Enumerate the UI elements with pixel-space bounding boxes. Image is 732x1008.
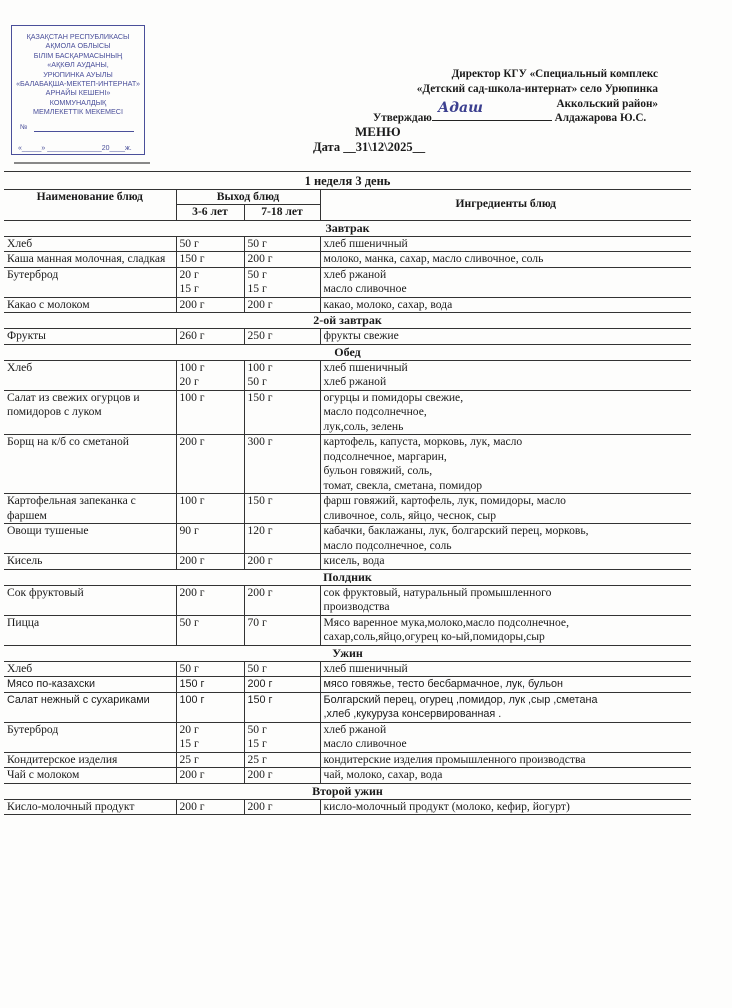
ingredients-cell [320, 799, 691, 815]
table-row [4, 692, 691, 722]
ingredients-line: сахар,соль,яйцо,огурец ко-ый,помидоры,сыр [323, 630, 545, 643]
table-row [4, 722, 691, 752]
header-ingredients: Ингредиенты блюд [320, 189, 691, 220]
yield-3-6-cell [176, 494, 244, 524]
yield-3-6-line: 15 г [179, 282, 199, 295]
yield-7-18-line: 200 г [247, 554, 273, 567]
ingredients-cell [320, 494, 691, 524]
menu-table [4, 171, 691, 815]
yield-3-6-line: 90 г [179, 524, 199, 537]
header-dish: Наименование блюд [4, 189, 176, 220]
ingredients-line: сливочное, соль, яйцо, чеснок, сыр [323, 508, 497, 522]
stamp-line: «БАЛАБАҚША-МЕКТЕП-ИНТЕРНАТ» [16, 79, 140, 89]
dish-name: Кисель [4, 554, 176, 570]
dish-name: Хлеб [4, 360, 176, 390]
ingredients-line: кондитерские изделия промышленного производства [323, 752, 586, 766]
ingredients-line: бульон говяжий, соль, [323, 464, 433, 477]
yield-7-18-line: 70 г [247, 615, 267, 629]
ingredients-line: масло подсолнечное, соль [323, 538, 452, 552]
table-row [4, 360, 691, 390]
ingredients-cell [320, 329, 691, 345]
yield-3-6-cell [176, 267, 244, 297]
date-label: Дата [313, 140, 341, 154]
ingredients-line: фрукты свежие [323, 329, 399, 342]
yield-3-6-line: 100 г [179, 390, 205, 404]
yield-3-6-cell [176, 435, 244, 494]
yield-3-6-cell [176, 252, 244, 268]
dish-name: Какао с молоком [4, 297, 176, 313]
ingredients-line: кабачки, баклажаны, лук, болгарский перец, морковь, [323, 524, 589, 537]
dish-name: Кондитерское изделия [4, 752, 176, 768]
yield-7-18-line: 200 г [247, 768, 273, 781]
ingredients-cell [320, 677, 691, 693]
dish-name: Чай с молоком [4, 768, 176, 784]
yield-7-18-line: 15 г [247, 737, 267, 750]
yield-7-18-line: 50 г [247, 722, 267, 736]
section-title: 2-ой завтрак [4, 313, 691, 329]
yield-3-6-cell [176, 585, 244, 615]
table-row [4, 329, 691, 345]
ingredients-cell [320, 554, 691, 570]
section-title: Второй ужин [4, 783, 691, 799]
director-line: «Детский сад-школа-интернат» село Урюпинка [416, 83, 658, 95]
yield-3-6-cell [176, 554, 244, 570]
dish-name: Борщ на к/б со сметаной [4, 435, 176, 494]
yield-3-6-line: 150 г [179, 252, 205, 265]
yield-7-18-line: 50 г [247, 661, 267, 675]
yield-3-6-line: 25 г [179, 752, 199, 766]
yield-3-6-line: 20 г [179, 267, 199, 281]
yield-7-18-cell [244, 252, 320, 268]
yield-7-18-line: 250 г [247, 329, 273, 342]
section-title: Обед [4, 344, 691, 360]
yield-7-18-cell [244, 390, 320, 435]
ingredients-cell [320, 585, 691, 615]
signature: Адаш [437, 100, 483, 116]
yield-7-18-line: 200 г [247, 678, 273, 690]
dish-name: Хлеб [4, 661, 176, 677]
ingredients-line: хлеб ржаной [323, 375, 387, 388]
ingredients-line: масло подсолнечное, [323, 405, 427, 418]
yield-7-18-line: 200 г [247, 252, 273, 265]
yield-3-6-line: 100 г [179, 360, 205, 374]
yield-3-6-line: 20 г [179, 375, 199, 388]
section-row [4, 569, 691, 585]
dish-name: Бутерброд [4, 722, 176, 752]
dish-name: Хлеб [4, 236, 176, 252]
yield-7-18-cell [244, 554, 320, 570]
yield-7-18-line: 200 г [247, 799, 273, 813]
section-row [4, 344, 691, 360]
yield-7-18-line: 50 г [247, 267, 267, 281]
ingredients-line: хлеб пшеничный [323, 360, 408, 374]
ingredients-line: какао, молоко, сахар, вода [323, 297, 453, 311]
ingredients-cell [320, 360, 691, 390]
ingredients-line: томат, свекла, сметана, помидор [323, 478, 483, 492]
yield-7-18-line: 25 г [247, 752, 267, 766]
stamp-number-line [34, 131, 134, 132]
ingredients-cell [320, 722, 691, 752]
ingredients-line: чай, молоко, сахар, вода [323, 768, 443, 781]
ingredients-line: подсолнечное, маргарин, [323, 449, 447, 463]
yield-3-6-cell [176, 390, 244, 435]
stamp-line: АҚМОЛА ОБЛЫСЫ [45, 41, 111, 51]
ingredients-line: лук,соль, зелень [323, 419, 404, 433]
week-day-row [4, 172, 691, 190]
stamp-number-label: № [20, 124, 28, 131]
ingredients-cell [320, 267, 691, 297]
header-row [4, 189, 691, 205]
table-row [4, 297, 691, 313]
yield-7-18-cell [244, 677, 320, 693]
menu-date [313, 140, 425, 155]
header-age-7-18: 7-18 лет [244, 205, 320, 221]
yield-3-6-cell [176, 524, 244, 554]
yield-7-18-line: 200 г [247, 297, 273, 311]
ingredients-cell [320, 768, 691, 784]
yield-3-6-line: 15 г [179, 737, 199, 750]
yield-3-6-cell [176, 236, 244, 252]
yield-7-18-cell [244, 692, 320, 722]
yield-7-18-cell [244, 494, 320, 524]
table-row [4, 554, 691, 570]
header-age-3-6: 3-6 лет [176, 205, 244, 221]
dish-name: Кисло-молочный продукт [4, 799, 176, 815]
yield-3-6-cell [176, 768, 244, 784]
yield-3-6-cell [176, 752, 244, 768]
dish-name: Фрукты [4, 329, 176, 345]
yield-3-6-line: 50 г [179, 236, 199, 250]
yield-7-18-line: 200 г [247, 585, 273, 599]
director-line: Аккольский район» [556, 98, 658, 110]
ingredients-cell [320, 661, 691, 677]
yield-3-6-cell [176, 692, 244, 722]
yield-7-18-cell [244, 524, 320, 554]
ingredients-cell [320, 435, 691, 494]
official-stamp [11, 25, 145, 155]
dish-name: Картофельная запеканка с фаршем [4, 494, 176, 524]
yield-7-18-cell [244, 799, 320, 815]
yield-7-18-cell [244, 661, 320, 677]
yield-3-6-cell [176, 329, 244, 345]
table-row [4, 390, 691, 435]
ingredients-line: кисло-молочный продукт (молоко, кефир, йогурт) [323, 799, 570, 813]
yield-7-18-cell [244, 585, 320, 615]
ingredients-cell [320, 524, 691, 554]
yield-3-6-line: 200 г [179, 435, 205, 448]
stamp-text [12, 32, 144, 117]
ingredients-line: ,хлеб ,кукуруза консервированная . [323, 708, 502, 720]
yield-7-18-cell [244, 722, 320, 752]
ingredients-line: мясо говяжье, тесто бесбармачное, лук, бульон [323, 678, 563, 690]
yield-3-6-line: 200 г [179, 799, 205, 813]
stamp-line: ҚАЗАҚСТАН РЕСПУБЛИКАСЫ [26, 32, 130, 41]
table-row [4, 615, 691, 645]
yield-3-6-line: 200 г [179, 554, 205, 567]
table-row [4, 585, 691, 615]
ingredients-cell [320, 297, 691, 313]
yield-3-6-line: 200 г [179, 585, 205, 599]
week-day: 1 неделя 3 день [4, 172, 691, 190]
section-row [4, 313, 691, 329]
yield-3-6-cell [176, 360, 244, 390]
dish-name: Салат из свежих огурцов и помидоров с луком [4, 390, 176, 435]
ingredients-line: хлеб ржаной [323, 722, 387, 736]
dish-name: Мясо по-казахски [4, 677, 176, 693]
table-row [4, 252, 691, 268]
yield-3-6-line: 200 г [179, 768, 205, 781]
yield-7-18-line: 300 г [247, 435, 273, 448]
yield-7-18-line: 120 г [247, 524, 273, 537]
yield-7-18-cell [244, 435, 320, 494]
yield-7-18-line: 100 г [247, 360, 273, 374]
yield-7-18-cell [244, 236, 320, 252]
ingredients-cell [320, 615, 691, 645]
dish-name: Пицца [4, 615, 176, 645]
ingredients-line: кисель, вода [323, 554, 385, 567]
table-row [4, 752, 691, 768]
dish-name: Каша манная молочная, сладкая [4, 252, 176, 268]
ingredients-line: масло сливочное [323, 282, 407, 295]
dish-name: Сок фруктовый [4, 585, 176, 615]
yield-7-18-line: 15 г [247, 282, 267, 295]
stamp-line: МЕМЛЕКЕТТІК МЕКЕМЕСІ [33, 107, 123, 117]
yield-7-18-cell [244, 267, 320, 297]
table-row [4, 435, 691, 494]
header-yield: Выход блюд [176, 189, 320, 205]
stamp-line: АРНАЙЫ КЕШЕНІ» [45, 88, 111, 98]
stamp-line: КОММУНАЛДЫҚ [49, 97, 107, 107]
yield-7-18-cell [244, 360, 320, 390]
approve-label: Утверждаю [373, 112, 432, 124]
signature-line [432, 100, 552, 121]
ingredients-line: хлеб пшеничный [323, 236, 408, 250]
table-row [4, 677, 691, 693]
yield-3-6-cell [176, 722, 244, 752]
yield-7-18-line: 50 г [247, 375, 267, 388]
ingredients-cell [320, 252, 691, 268]
section-row [4, 645, 691, 661]
ingredients-line: Мясо варенное мука,молоко,масло подсолнечное, [323, 615, 569, 629]
table-row [4, 267, 691, 297]
yield-3-6-line: 100 г [179, 494, 205, 507]
stamp-date-template: «_____» ______________20____ж. [18, 145, 132, 152]
yield-7-18-cell [244, 752, 320, 768]
page-title: МЕНЮ [355, 124, 401, 139]
ingredients-line: Болгарский перец, огурец ,помидор, лук ,сыр ,сметана [323, 693, 598, 706]
yield-3-6-cell [176, 661, 244, 677]
yield-3-6-cell [176, 799, 244, 815]
ingredients-line: масло сливочное [323, 737, 407, 750]
director-line: Директор КГУ «Специальный комплекс [451, 68, 658, 80]
stamp-line: «АҚКӨЛ АУДАНЫ, [47, 60, 109, 70]
table-row [4, 524, 691, 554]
table-row [4, 236, 691, 252]
stamp-line: БІЛІМ БАСҚАРМАСЫНЫҢ [33, 50, 123, 60]
yield-7-18-cell [244, 329, 320, 345]
yield-3-6-line: 50 г [179, 661, 199, 675]
table-row [4, 494, 691, 524]
ingredients-cell [320, 752, 691, 768]
ingredients-line: огурцы и помидоры свежие, [323, 390, 464, 404]
stamp-line: УРЮПИНКА АУЫЛЫ [43, 69, 113, 79]
section-row [4, 220, 691, 236]
yield-7-18-line: 150 г [247, 390, 273, 404]
yield-3-6-cell [176, 677, 244, 693]
yield-3-6-cell [176, 615, 244, 645]
yield-7-18-line: 150 г [247, 693, 273, 706]
table-row [4, 768, 691, 784]
ingredients-line: фарш говяжий, картофель, лук, помидоры, масло [323, 494, 566, 507]
ingredients-line: молоко, манка, сахар, масло сливочное, соль [323, 252, 544, 265]
ingredients-line: хлеб ржаной [323, 267, 387, 281]
section-title: Завтрак [4, 220, 691, 236]
section-row [4, 783, 691, 799]
yield-3-6-line: 260 г [179, 329, 205, 342]
ingredients-line: сок фруктовый, натуральный промышленного [323, 585, 552, 599]
table-row [4, 661, 691, 677]
ingredients-cell [320, 390, 691, 435]
yield-3-6-cell [176, 297, 244, 313]
yield-7-18-line: 50 г [247, 236, 267, 250]
yield-7-18-cell [244, 297, 320, 313]
yield-3-6-line: 200 г [179, 297, 205, 311]
yield-7-18-cell [244, 768, 320, 784]
yield-3-6-line: 100 г [179, 693, 205, 706]
yield-3-6-line: 20 г [179, 722, 199, 736]
section-title: Полдник [4, 569, 691, 585]
stamp-divider [14, 162, 150, 164]
yield-7-18-line: 150 г [247, 494, 273, 507]
ingredients-line: хлеб пшеничный [323, 661, 408, 675]
yield-3-6-line: 50 г [179, 615, 199, 629]
ingredients-line: картофель, капуста, морковь, лук, масло [323, 435, 523, 448]
dish-name: Овощи тушеные [4, 524, 176, 554]
dish-name: Салат нежный с сухариками [4, 692, 176, 722]
dish-name: Бутерброд [4, 267, 176, 297]
ingredients-cell [320, 236, 691, 252]
ingredients-line: производства [323, 600, 390, 613]
ingredients-cell [320, 692, 691, 722]
table-row [4, 799, 691, 815]
approver-name: Алдажарова Ю.С. [554, 112, 647, 124]
yield-3-6-line: 150 г [179, 678, 205, 690]
date-value: __31\12\2025__ [343, 140, 426, 154]
yield-7-18-cell [244, 615, 320, 645]
section-title: Ужин [4, 645, 691, 661]
